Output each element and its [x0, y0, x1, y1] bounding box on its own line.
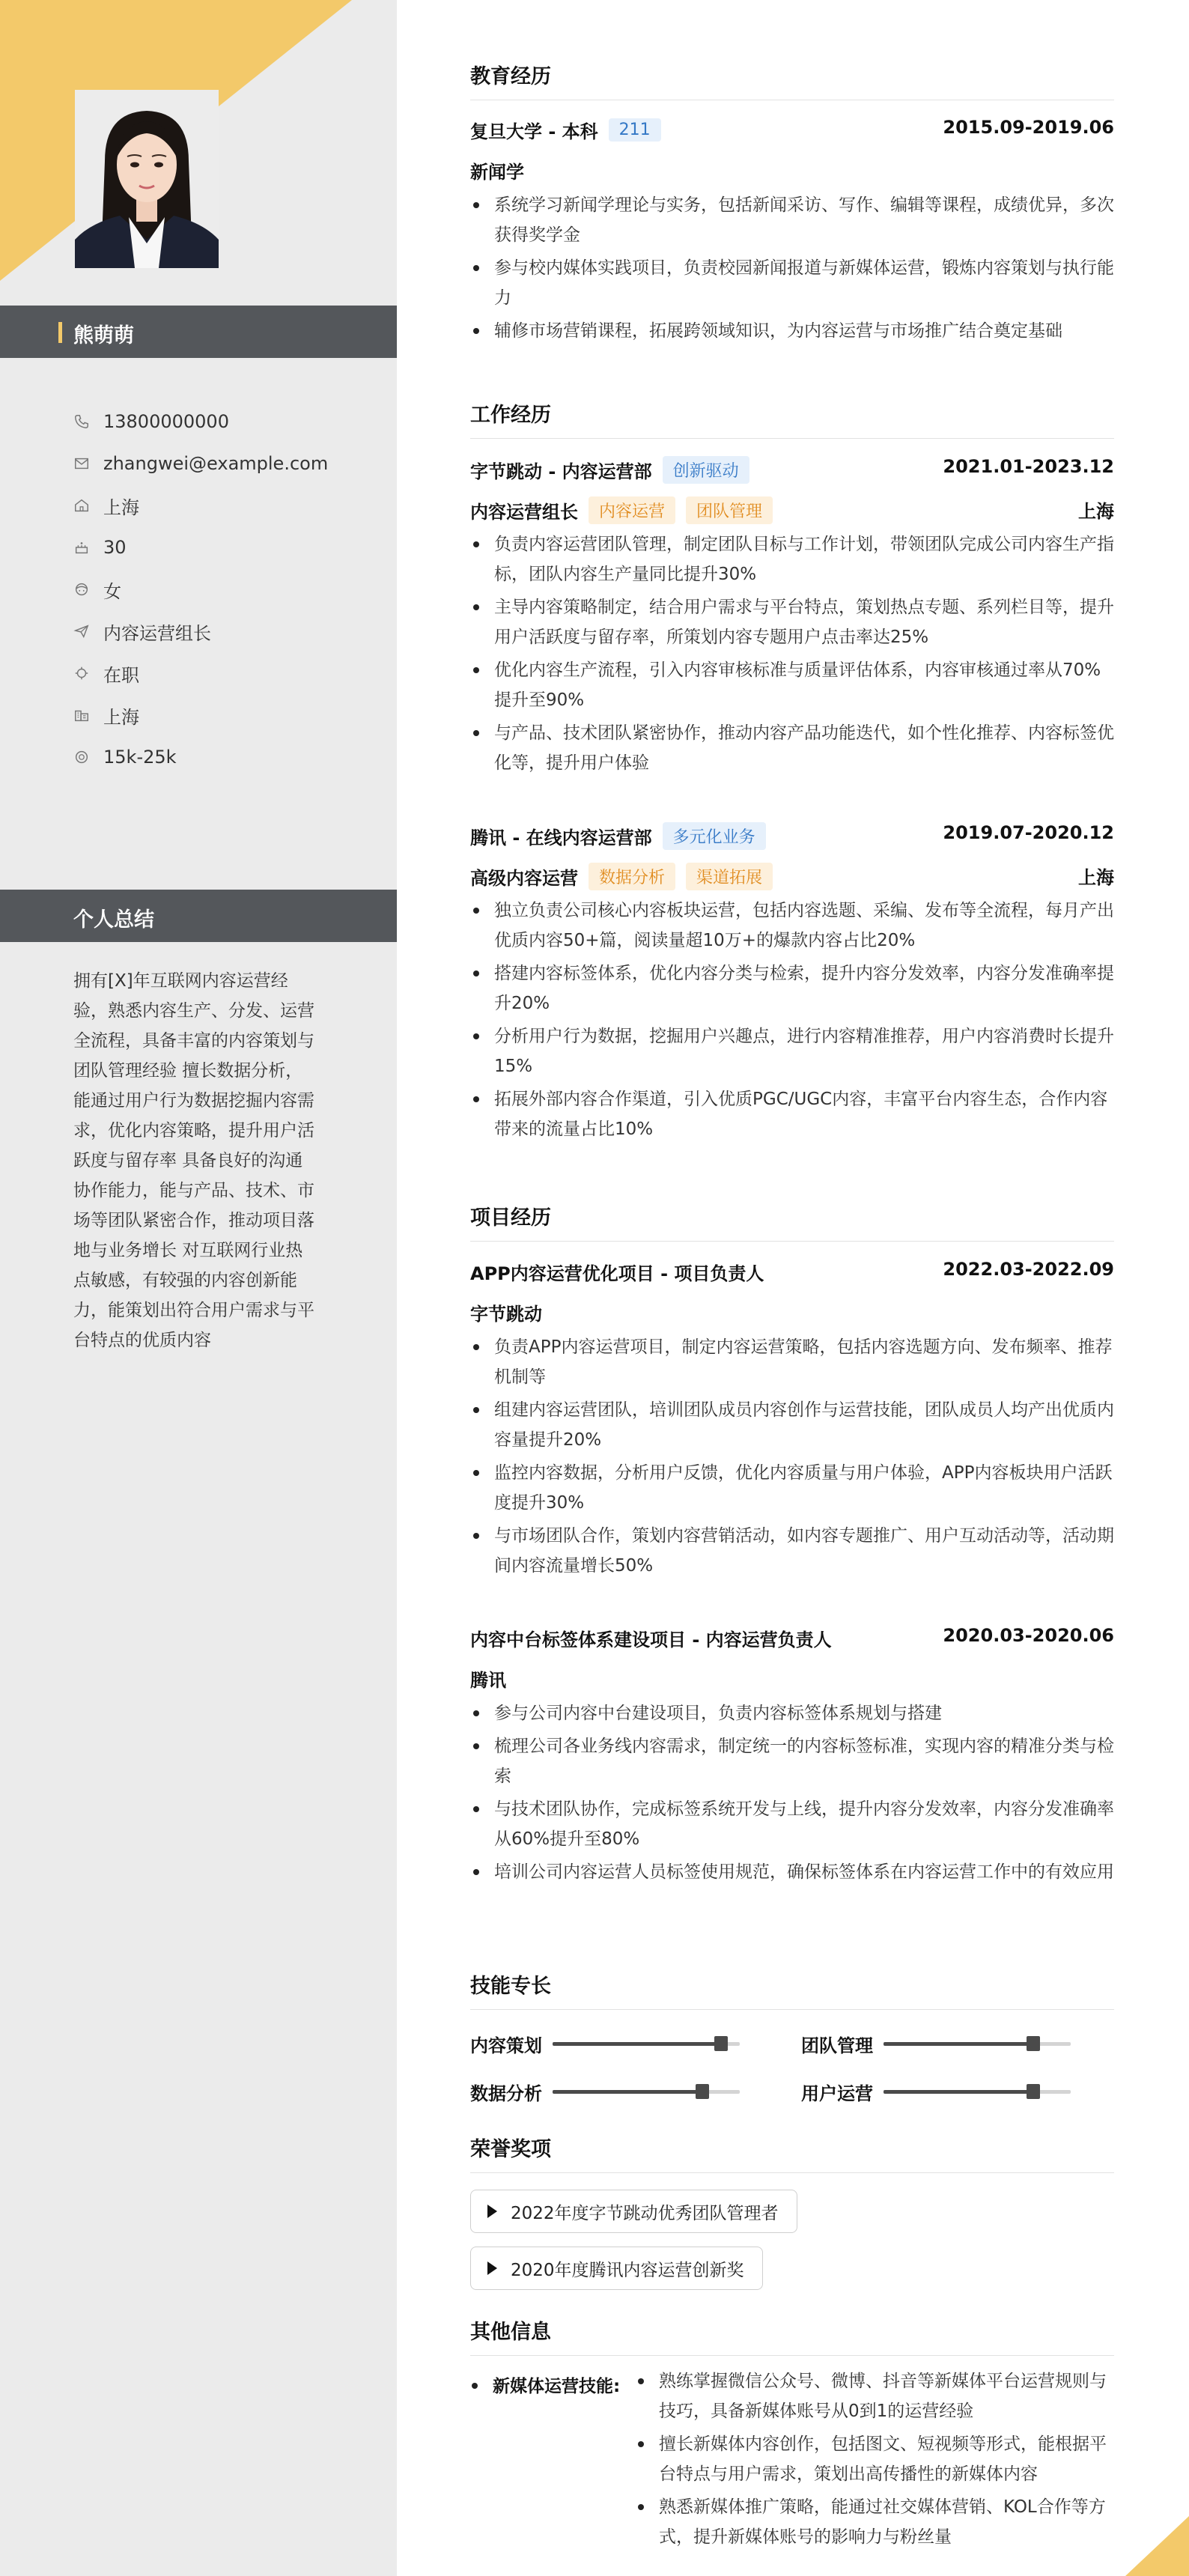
job-location: 上海	[1078, 867, 1114, 888]
summary-text: 拥有[X]年互联网内容运营经验，熟悉内容生产、分发、运营全流程，具备丰富的内容策划与团队管理经验 擅长数据分析，能通过用户行为数据挖掘内容需求，优化内容策略，提升用户活跃度与留存率 具备良好的沟通协作能力，能与产品、技术、市场等团队紧密合作，推动项目落地与业务增长 对互联网行业热点敏感，有较强的内容创新能力，能策划出符合用户需求与平台特点的优质内容	[73, 971, 314, 1350]
company-name: 字节跳动 - 内容运营部	[470, 461, 652, 482]
status-icon	[73, 665, 90, 681]
salary-icon	[73, 749, 90, 765]
education-head	[470, 114, 1114, 144]
contact-status-text: 在职	[103, 664, 139, 686]
list-item: 与市场团队合作，策划内容营销活动，如内容专题推广、用户互动活动等，活动期间内容流量增长50%	[470, 1521, 1114, 1581]
contact-position-text: 内容运营组长	[103, 622, 211, 644]
education-date: 2015.09-2019.06	[943, 117, 1114, 138]
awards-title: 荣誉奖项	[470, 2133, 1114, 2173]
gender-icon	[73, 581, 90, 598]
job-role-row	[470, 493, 1114, 523]
list-item: 主导内容策略制定，结合用户需求与平台特点，策划热点专题、系列栏目等，提升用户活跃度与留存率，所策划内容专题用户点击率达25%	[470, 592, 1114, 652]
education-entry	[470, 114, 1114, 349]
project-entry	[470, 1256, 1114, 1584]
contact-city-text: 上海	[103, 706, 139, 728]
other-section	[470, 2315, 1114, 2356]
job-role: 高级内容运营	[470, 868, 578, 889]
project-org: 字节跳动	[470, 1304, 542, 1325]
award-label: 2022年度字节跳动优秀团队管理者	[511, 2203, 779, 2223]
project-name: APP内容运营优化项目 - 项目负责人	[470, 1263, 764, 1284]
city-icon	[73, 707, 90, 723]
skill-name: 团队管理	[801, 2035, 873, 2056]
list-item: 拓展外部内容合作渠道，引入优质PGC/UGC内容，丰富平台内容生态，合作内容带来的流量占比10%	[470, 1084, 1114, 1144]
skill-bar	[553, 2042, 740, 2046]
projects-title: 项目经历	[470, 1201, 1114, 1242]
skill-name: 内容策划	[470, 2035, 542, 2056]
list-item: 优化内容生产流程，引入内容审核标准与质量评估体系，内容审核通过率从70%提升至90%	[470, 655, 1114, 715]
education-title: 教育经历	[470, 60, 1114, 100]
school-tag: 211	[609, 118, 661, 142]
skill-knob	[714, 2036, 728, 2051]
name-bar	[0, 306, 397, 358]
project-name: 内容中台标签体系建设项目 - 内容运营负责人	[470, 1629, 832, 1650]
project-entry	[470, 1622, 1114, 1890]
list-item: 辅修市场营销课程，拓展跨领域知识，为内容运营与市场推广结合奠定基础	[470, 316, 1114, 346]
mail-icon	[73, 455, 90, 472]
list-item: 监控内容数据，分析用户反馈，优化内容质量与用户体验，APP内容板块用户活跃度提升30%	[470, 1458, 1114, 1518]
award-label: 2020年度腾讯内容运营创新奖	[511, 2260, 744, 2280]
skill-fill	[884, 2042, 1033, 2046]
list-item: 熟悉新媒体推广策略，能通过社交媒体营销、KOL合作等方式，提升新媒体账号的影响力与粉丝量	[635, 2492, 1114, 2552]
sidebar	[0, 0, 397, 2576]
project-date: 2022.03-2022.09	[943, 1259, 1114, 1280]
list-item: 组建内容运营团队，培训团队成员内容创作与运营技能，团队成员人均产出优质内容量提升20%	[470, 1395, 1114, 1455]
contact-status	[73, 652, 328, 694]
contact-list	[73, 401, 328, 778]
major: 新闻学	[470, 162, 524, 183]
contact-gender	[73, 568, 328, 610]
play-icon	[487, 2261, 497, 2275]
skill-fill	[553, 2090, 702, 2094]
skill-name: 用户运营	[801, 2083, 873, 2104]
contact-position	[73, 610, 328, 652]
list-item: 独立负责公司核心内容板块运营，包括内容选题、采编、发布等全流程，每月产出优质内容50+篇，阅读量超10万+的爆款内容占比20%	[470, 896, 1114, 956]
summary-title: 个人总结	[73, 908, 154, 932]
education-bullets	[470, 190, 1114, 346]
skill-knob	[1027, 2036, 1040, 2051]
play-icon	[487, 2205, 497, 2218]
contact-age	[73, 526, 328, 568]
list-item: 梳理公司各业务线内容需求，制定统一的内容标签标准，实现内容的精准分类与检索	[470, 1731, 1114, 1791]
project-bullets	[470, 1332, 1114, 1581]
list-item: 参与校内媒体实践项目，负责校园新闻报道与新媒体运营，锻炼内容策划与执行能力	[470, 253, 1114, 313]
contact-gender-text: 女	[103, 580, 121, 602]
company-tag: 多元化业务	[663, 822, 766, 850]
project-org-row	[470, 1662, 1114, 1692]
skill-bar	[884, 2042, 1071, 2046]
phone-icon	[73, 413, 90, 430]
contact-city	[73, 694, 328, 736]
project-head	[470, 1622, 1114, 1652]
role-tag: 数据分析	[589, 863, 675, 890]
list-item: 熟练掌握微信公众号、微博、抖音等新媒体平台运营规则与技巧，具备新媒体账号从0到1的运营经验	[635, 2366, 1114, 2426]
project-head	[470, 1256, 1114, 1286]
skill-fill	[553, 2042, 721, 2046]
skills-title: 技能专长	[470, 1969, 1114, 2010]
project-bullets	[470, 1698, 1114, 1887]
skill-bar	[553, 2090, 740, 2094]
project-org-row	[470, 1296, 1114, 1326]
avatar-photo	[75, 90, 219, 268]
role-tag: 渠道拓展	[686, 863, 773, 890]
job-head	[470, 819, 1114, 849]
list-item: 参与公司内容中台建设项目，负责内容标签体系规划与搭建	[470, 1698, 1114, 1728]
job-head	[470, 453, 1114, 483]
skill-item	[470, 2079, 740, 2105]
list-item: 擅长新媒体内容创作，包括图文、短视频等形式，能根据平台特点与用户需求，策划出高传播性的新媒体内容	[635, 2429, 1114, 2489]
work-title: 工作经历	[470, 398, 1114, 439]
job-entry	[470, 819, 1114, 1147]
award-item[interactable]	[470, 2247, 763, 2290]
job-role-row	[470, 860, 1114, 890]
other-bullets	[635, 2366, 1114, 2552]
skill-item	[801, 2031, 1071, 2057]
education-major-row	[470, 154, 1114, 184]
job-date: 2021.01-2023.12	[943, 456, 1114, 477]
contact-email-text: zhangwei@example.com	[103, 453, 329, 474]
list-item: 搭建内容标签体系，优化内容分类与检索，提升内容分发效率，内容分发准确率提升20%	[470, 959, 1114, 1018]
projects-section	[470, 1201, 1114, 1242]
project-date: 2020.03-2020.06	[943, 1625, 1114, 1646]
list-item: 与产品、技术团队紧密协作，推动内容产品功能迭代，如个性化推荐、内容标签优化等，提升用户体验	[470, 718, 1114, 778]
other-label: 新媒体运营技能:	[470, 2372, 620, 2397]
list-item: 培训公司内容运营人员标签使用规范，确保标签体系在内容运营工作中的有效应用	[470, 1857, 1114, 1887]
role-tag: 内容运营	[589, 496, 675, 524]
position-icon	[73, 623, 90, 640]
contact-home	[73, 484, 328, 526]
role-tag: 团队管理	[686, 496, 773, 524]
company-name: 腾讯 - 在线内容运营部	[470, 827, 652, 848]
other-title: 其他信息	[470, 2315, 1114, 2356]
job-role: 内容运营组长	[470, 502, 578, 523]
contact-salary	[73, 736, 328, 778]
home-icon	[73, 497, 90, 514]
skills-section	[470, 1969, 1114, 2010]
skill-name: 数据分析	[470, 2083, 542, 2104]
award-item[interactable]	[470, 2190, 797, 2233]
candidate-name: 熊萌萌	[73, 324, 134, 347]
other-list	[635, 2366, 1114, 2555]
name-accent	[58, 322, 62, 343]
age-icon	[73, 539, 90, 556]
school-name: 复旦大学 - 本科	[470, 121, 598, 142]
job-date: 2019.07-2020.12	[943, 822, 1114, 843]
skill-item	[801, 2079, 1071, 2105]
job-location: 上海	[1078, 501, 1114, 522]
contact-phone	[73, 401, 328, 443]
skill-item	[470, 2031, 740, 2057]
contact-email	[73, 443, 328, 484]
list-item: 分析用户行为数据，挖掘用户兴趣点，进行内容精准推荐，用户内容消费时长提升15%	[470, 1021, 1114, 1081]
awards-section	[470, 2133, 1114, 2173]
list-item: 负责APP内容运营项目，制定内容运营策略，包括内容选题方向、发布频率、推荐机制等	[470, 1332, 1114, 1392]
contact-home-text: 上海	[103, 496, 139, 518]
education-section	[470, 60, 1114, 100]
list-item: 负责内容运营团队管理，制定团队目标与工作计划，带领团队完成公司内容生产指标，团队内容生产量同比提升30%	[470, 529, 1114, 589]
project-org: 腾讯	[470, 1670, 506, 1691]
skill-knob	[696, 2084, 709, 2099]
summary-bar	[0, 890, 397, 942]
contact-salary-text: 15k-25k	[103, 747, 177, 768]
skill-bar	[884, 2090, 1071, 2094]
job-bullets	[470, 529, 1114, 778]
list-item: 与技术团队协作，完成标签系统开发与上线，提升内容分发效率，内容分发准确率从60%提升至80%	[470, 1794, 1114, 1854]
decorative-corner-bottom	[1125, 2516, 1189, 2576]
contact-phone-text: 13800000000	[103, 411, 229, 432]
work-section	[470, 398, 1114, 439]
skill-knob	[1027, 2084, 1040, 2099]
contact-age-text: 30	[103, 537, 127, 558]
company-tag: 创新驱动	[663, 456, 749, 484]
job-bullets	[470, 896, 1114, 1144]
job-entry	[470, 453, 1114, 781]
list-item: 系统学习新闻学理论与实务，包括新闻采访、写作、编辑等课程，成绩优异，多次获得奖学金	[470, 190, 1114, 250]
skill-fill	[884, 2090, 1033, 2094]
